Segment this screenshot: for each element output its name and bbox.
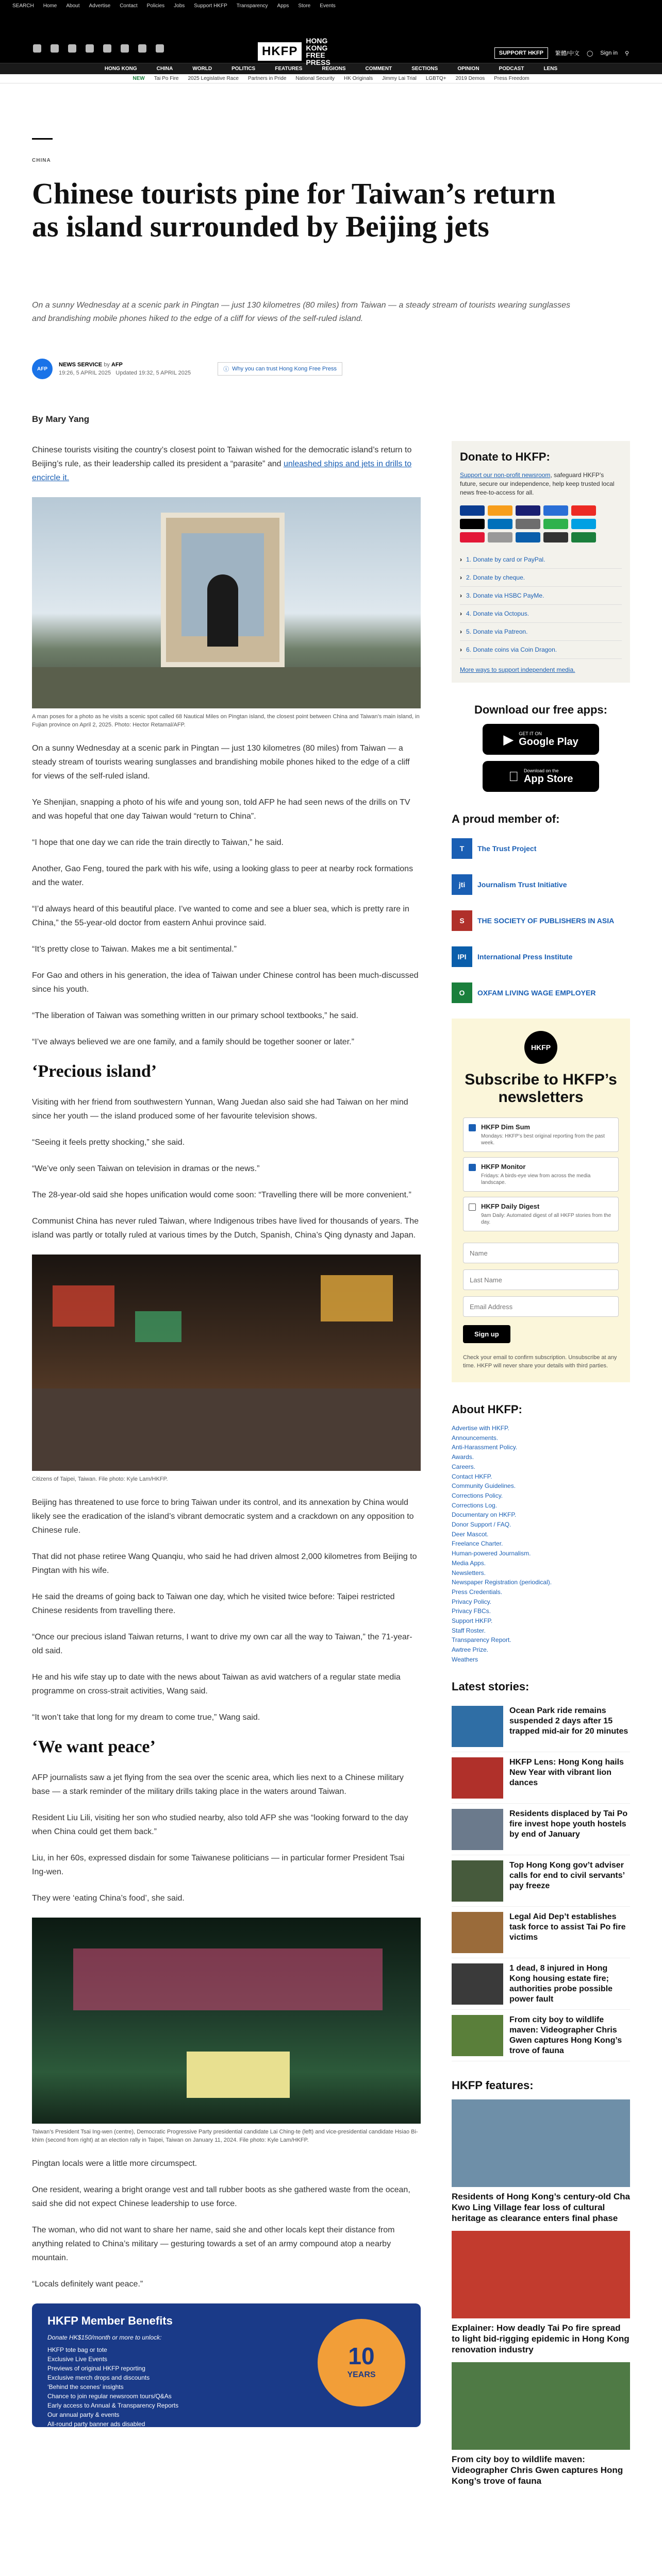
newsletter-option[interactable]: HKFP Dim Sum Mondays: HKFP’s best original reporting from the past week.	[463, 1117, 619, 1152]
paragraph: He said the dreams of going back to Taiwan one day, which he visited twice before: Taipei restricted Chinese residents from travelling there.	[32, 1592, 395, 1615]
photo-caption: A man poses for a photo as he visits a scenic spot called 68 Nautical Miles on Pingtan island, the closest point between China and Taiwan’s main island, in Fujian province on April 2, 2025. Photo: Hector Retamal/AFP.	[32, 714, 420, 728]
nav-features[interactable]: FEATURES	[275, 66, 303, 72]
paragraph: Chinese tourists visiting the country’s closest point to Taiwan wished for the democratic island’s return to Beijing’s rule, as their leadership called its president a “parasite” and unleashed ships and jets in drills to encircle it.	[32, 446, 412, 482]
trending-item[interactable]: LGBTQ+	[425, 76, 446, 81]
paragraph: Beijing has threatened to use force to bring Taiwan under its control, and its annexation by China would likely see the eradication of the island’s vibrant democratic system and a crackdown on any opposition to Chinese rule.	[32, 1498, 414, 1535]
promo-item: ‘Behind the scenes’ insights	[47, 2383, 124, 2391]
about-title: About HKFP:	[452, 1403, 522, 1416]
checkbox[interactable]	[469, 1124, 476, 1131]
payment-logo	[460, 519, 485, 529]
paragraph: Visiting with her friend from southwestern Yunnan, Wang Juedan also said she had Taiwan on her mind since her youth — the island produced some of her favourite television shows.	[32, 1098, 408, 1121]
about-link[interactable]: Privacy Policy.	[452, 1598, 492, 1605]
last-name-field[interactable]	[463, 1269, 619, 1290]
facebook-icon[interactable]	[33, 44, 41, 53]
brand-header	[0, 11, 662, 66]
payment-logo	[516, 505, 540, 516]
donate-text: , safeguard HKFP’s future, secure our independence, help keep trusted local news free-to-access for all.	[460, 471, 615, 496]
topbar-item-jobs[interactable]: Jobs	[174, 3, 185, 9]
paragraph: Liu, in her 60s, expressed disdain for some Taiwanese politicians — in particular former President Tsai Ing-wen.	[32, 1854, 405, 1876]
about-links	[452, 1423, 630, 1665]
newsletter-title: Subscribe to HKFP’s newsletters	[465, 1071, 617, 1106]
trending-item[interactable]: Partners in Pride	[247, 76, 287, 81]
donate-option[interactable]: › 1. Donate by card or PayPal.	[460, 551, 622, 569]
promo-item: Our annual party & events	[47, 2411, 120, 2418]
paragraph: “I hope that one day we can ride the train directly to Taiwan,” he said.	[32, 838, 284, 847]
nav-podcast[interactable]: PODCAST	[499, 66, 524, 72]
topbar-item-apps[interactable]: Apps	[277, 3, 289, 9]
paragraph: For Gao and others in his generation, the idea of Taiwan under Chinese control has been much-discussed since his youth.	[32, 971, 419, 994]
paragraph: They were ‘eating China’s food’, she said.	[32, 1894, 185, 1903]
story-title[interactable]: Top Hong Kong gov’t adviser calls for end to civil servants’ pay freeze	[509, 1860, 625, 1890]
checkbox[interactable]	[469, 1204, 476, 1211]
trending-item[interactable]: Tai Po Fire	[154, 76, 179, 81]
newsletter-signup	[452, 1019, 630, 1382]
nav-politics[interactable]: POLITICS	[231, 66, 256, 72]
donate-option[interactable]: › 6. Donate coins via Coin Dragon.	[460, 641, 622, 659]
linkedin-icon[interactable]	[156, 44, 164, 53]
promo-item: Exclusive Live Events	[47, 2355, 108, 2363]
latest-story[interactable]	[452, 1907, 630, 1958]
topbar-item-store[interactable]: Store	[298, 3, 311, 9]
story-thumbnail[interactable]	[452, 1963, 503, 2005]
about-link[interactable]: Press Credentials.	[452, 1588, 503, 1596]
nav-hong-kong[interactable]: HONG KONG	[104, 66, 137, 72]
feature-title[interactable]: Explainer: How deadly Tai Po fire spread to light bid-rigging epidemic in Hong Kong renovation industry	[452, 2323, 630, 2354]
badge-number: 10	[348, 2342, 375, 2369]
apps-title: Download our free apps:	[474, 703, 607, 716]
section-rule	[32, 138, 53, 140]
promo-title: HKFP Member Benefits	[47, 2314, 173, 2327]
apple-icon	[508, 769, 519, 785]
feature-card[interactable]	[452, 2231, 630, 2355]
first-name-field[interactable]	[463, 1243, 619, 1263]
about-link[interactable]: Awards.	[452, 1453, 474, 1461]
app-store-badge[interactable]: Download on the App Store	[483, 761, 599, 792]
google-play-badge[interactable]: ▶ GET IT ON Google Play	[483, 724, 599, 755]
paragraph: “I’d always heard of this beautiful place. I’ve wanted to come and see a bluer sea, which is pretty rare in China,” the 55-year-old doctor from eastern Anhui province said.	[32, 905, 409, 927]
chevron-right-icon: ›	[460, 556, 462, 563]
trending-item[interactable]: 2019 Demos	[455, 76, 485, 81]
about-link[interactable]: Support HKFP.	[452, 1617, 493, 1625]
about-link[interactable]: Newspaper Registration (periodical).	[452, 1579, 552, 1586]
language-switch[interactable]: 繁體/中文	[555, 50, 580, 57]
trust-badge[interactable]	[218, 362, 342, 376]
latest-story[interactable]	[452, 1752, 630, 1804]
photo-caption: Taiwan’s President Tsai Ing-wen (centre), Democratic Progressive Party presidential candidate Lai Ching-te (left) and vice-presidential candidate Hsiao Bi-khim (second from right) at an election rally in Taipei, Taiwan on January 11, 2024. File photo: Kyle Lam/HKFP.	[32, 2129, 418, 2143]
donate-option[interactable]: › 3. Donate via HSBC PayMe.	[460, 587, 622, 605]
about-link[interactable]: Corrections Log.	[452, 1501, 498, 1509]
about-section	[452, 1403, 630, 1665]
promo-item: Exclusive merch drops and discounts	[47, 2374, 150, 2381]
photo-caption: Citizens of Taipei, Taiwan. File photo: Kyle Lam/HKFP.	[32, 1476, 168, 1482]
about-link[interactable]: Donor Support / FAQ.	[452, 1521, 511, 1529]
about-link[interactable]: Anti-Harassment Policy.	[452, 1444, 518, 1451]
paragraph: “Once our precious island Taiwan returns, I want to drive my own car all the way to Taiwan,” the 71-year-old said.	[32, 1633, 412, 1655]
site-logo[interactable]	[258, 37, 347, 66]
topbar-item-transparency[interactable]: Transparency	[236, 3, 268, 9]
promo-item: All-round party banner ads disabled	[47, 2420, 145, 2428]
email-field[interactable]	[463, 1296, 619, 1317]
sign-in-link[interactable]: Sign in	[600, 50, 618, 56]
x-icon[interactable]	[51, 44, 59, 53]
photo-monument	[32, 497, 421, 708]
newsletter-option[interactable]: HKFP Monitor Fridays: A birds-eye view from across the media landscape.	[463, 1157, 619, 1192]
author-name: By Mary Yang	[32, 414, 90, 424]
support-newsroom-link[interactable]: Support our non-profit newsroom	[460, 471, 551, 479]
paragraph: On a sunny Wednesday at a scenic park in Pingtan — just 130 kilometres (80 miles) from Taiwan — a steady stream of tourists wearing sunglasses and brandishing mobile phones hiked to the edge of a cliff for views of the self-ruled island.	[32, 744, 410, 781]
nav-china[interactable]: CHINA	[156, 66, 173, 72]
topbar-item-events[interactable]: Events	[320, 3, 336, 9]
about-link[interactable]: Weathers	[452, 1655, 478, 1663]
payment-methods	[460, 505, 622, 543]
topbar-item-contact[interactable]: Contact	[120, 3, 138, 9]
topbar-item-policies[interactable]: Policies	[146, 3, 165, 9]
story-title[interactable]: Legal Aid Dep’t establishes task force to assist Tai Po fire victims	[509, 1912, 626, 1942]
chevron-right-icon: ›	[460, 628, 462, 635]
about-link[interactable]: Community Guidelines.	[452, 1482, 516, 1490]
sign-up-button[interactable]: Sign up	[463, 1325, 510, 1343]
paragraph: Ye Shenjian, snapping a photo of his wife and young son, told AFP he had seen news of the drills on TV and was hopeful that one day Taiwan would “return to China”.	[32, 798, 410, 821]
about-link[interactable]: Careers.	[452, 1463, 476, 1470]
about-link[interactable]: Transparency Report.	[452, 1636, 511, 1644]
payment-logo	[488, 519, 512, 529]
sopa-logo[interactable]: S THE SOCIETY OF PUBLISHERS IN ASIA	[452, 907, 630, 934]
about-link[interactable]: Deer Mascot.	[452, 1530, 489, 1538]
story-title[interactable]: From city boy to wildlife maven: Videographer Chris Gwen captures Hong Kong’s trove of fauna	[509, 2015, 622, 2055]
payment-logo	[516, 519, 540, 529]
chevron-right-icon: ›	[460, 646, 462, 653]
paragraph: He and his wife stay up to date with the news about Taiwan as avid watchers of a regular state media programme on cross-strait activities, Wang said.	[32, 1673, 401, 1696]
byline-agency[interactable]: AFP	[111, 362, 123, 368]
about-link[interactable]: Human-powered Journalism.	[452, 1550, 531, 1557]
feature-card[interactable]	[452, 2362, 630, 2486]
payment-logo	[571, 505, 596, 516]
chevron-right-icon: ›	[460, 574, 462, 581]
donate-title: Donate to HKFP:	[460, 450, 550, 463]
payment-logo	[571, 519, 596, 529]
trending-item[interactable]: HK Originals	[343, 76, 373, 81]
donate-box	[452, 441, 630, 683]
payment-logo	[543, 532, 568, 543]
subheading: ‘We want peace’	[32, 1737, 156, 1756]
story-thumbnail[interactable]	[452, 1912, 503, 1953]
newsletter-option[interactable]: HKFP Daily Digest 9am Daily: Automated digest of all HKFP stories from the day.	[463, 1197, 619, 1231]
byline-service: NEWS SERVICE	[59, 362, 103, 368]
trending-bar	[0, 74, 662, 83]
nav-opinion[interactable]: OPINION	[457, 66, 479, 72]
about-link[interactable]: Staff Roster.	[452, 1626, 486, 1634]
donate-option[interactable]: › 2. Donate by cheque.	[460, 569, 622, 587]
paragraph: One resident, wearing a bright orange vest and tall rubber boots as she gathered waste from the ocean, said she did not expect Chinese leadership to use force.	[32, 2185, 410, 2208]
promo-item: Chance to join regular newsroom tours/Q&As	[47, 2393, 172, 2400]
instagram-icon[interactable]	[68, 44, 76, 53]
article-headline: Chinese tourists pine for Taiwan’s return as island surrounded by Beijing jets	[32, 177, 556, 243]
support-hkfp-button[interactable]: SUPPORT HKFP	[494, 47, 548, 59]
avatar: AFP	[32, 359, 53, 379]
about-link[interactable]: Newsletters.	[452, 1569, 486, 1577]
topbar-item-home[interactable]: Home	[43, 3, 57, 9]
trending-item[interactable]: 2025 Legislative Race	[188, 76, 239, 81]
photo-taipei-street	[32, 1255, 421, 1471]
info-icon: ⓘ	[223, 366, 229, 372]
payment-logo	[488, 505, 512, 516]
story-title[interactable]: HKFP Lens: Hong Kong hails New Year with vibrant lion dances	[509, 1757, 624, 1787]
subheading: ‘Precious island’	[32, 1062, 157, 1081]
donate-option[interactable]: › 4. Donate via Octopus.	[460, 605, 622, 623]
feature-title[interactable]: Residents of Hong Kong’s century-old Cha Kwo Ling Village fear loss of cultural heritage as clearance enters final phase	[452, 2191, 630, 2223]
features-title: HKFP features:	[452, 2078, 534, 2092]
about-link[interactable]: Freelance Charter.	[452, 1540, 503, 1548]
paragraph: “We’ve only seen Taiwan on television in dramas or the news.”	[32, 1164, 260, 1173]
paragraph: Another, Gao Feng, toured the park with his wife, using a looking glass to peer at nearby rock formations and the water.	[32, 865, 413, 887]
payment-logo	[571, 532, 596, 543]
byline: AFP NEWS SERVICE by AFP 19:26, 5 APRIL 2025 Updated 19:32, 5 APRIL 2025 ⓘ Why you can trust Hong Kong Free Press	[32, 359, 496, 379]
latest-story[interactable]	[452, 1855, 630, 1907]
membership-section	[452, 812, 630, 1006]
paragraph: “It won’t take that long for my dream to come true,” Wang said.	[32, 1713, 260, 1722]
user-icon[interactable]: ◯	[586, 50, 593, 57]
payment-logo	[488, 532, 512, 543]
about-link[interactable]: Announcements.	[452, 1434, 499, 1442]
section-label[interactable]: CHINA	[32, 158, 51, 163]
paragraph: The woman, who did not want to share her name, said she and other locals kept their distance from anything related to China’s military — gesturing towards a set of an army compound atop a nearby mountain.	[32, 2226, 395, 2262]
topbar-item-about[interactable]: About	[66, 3, 80, 9]
story-title[interactable]: 1 dead, 8 injured in Hong Kong housing estate fire; authorities probe possible power fault	[509, 1963, 613, 2004]
promo-item: HKFP tote bag or tote	[47, 2346, 107, 2353]
topbar-item-search[interactable]: SEARCH	[12, 3, 34, 9]
latest-title: Latest stories:	[452, 1680, 529, 1693]
feature-image[interactable]	[452, 2362, 630, 2450]
payment-logo	[460, 532, 485, 543]
badge-text: YEARS	[347, 2370, 376, 2379]
story-thumbnail[interactable]	[452, 2015, 503, 2056]
trust-badge-label: Why you can trust Hong Kong Free Press	[232, 366, 337, 372]
apps-section	[452, 703, 630, 792]
member-benefits-promo[interactable]	[32, 2303, 421, 2427]
member-title: A proud member of:	[452, 812, 560, 825]
about-link[interactable]: Corrections Policy.	[452, 1492, 503, 1499]
trending-label: NEW	[133, 76, 145, 81]
bluesky-icon[interactable]	[121, 44, 129, 53]
paragraph: The 28-year-old said she hopes unification would come soon: “Travelling there will be more convenient.”	[32, 1191, 411, 1199]
latest-stories	[452, 1680, 630, 2061]
nav-comment[interactable]: COMMENT	[365, 66, 392, 72]
paragraph: Resident Liu Lili, visiting her son who studied nearby, also told AFP she was “looking forward to the day when China could get them back.”	[32, 1814, 408, 1836]
paragraph: “I’ve always believed we are one family, and a family should be together sooner or later.”	[32, 1038, 354, 1046]
nav-lens[interactable]: LENS	[543, 66, 558, 72]
promo-item: Early access to Annual & Transparency Reports	[47, 2402, 179, 2409]
latest-story[interactable]	[452, 1804, 630, 1855]
nav-world[interactable]: WORLD	[192, 66, 212, 72]
ipi-logo[interactable]: IPI International Press Institute	[452, 943, 630, 970]
trending-item[interactable]: Jimmy Lai Trial	[382, 76, 417, 81]
youtube-icon[interactable]	[86, 44, 94, 53]
chevron-right-icon: ›	[460, 610, 462, 617]
top-utility-bar	[0, 0, 662, 11]
jti-logo[interactable]: jti Journalism Trust Initiative	[452, 871, 630, 898]
newsletter-logo: HKFP	[524, 1031, 557, 1064]
about-link[interactable]: Media Apps.	[452, 1559, 486, 1567]
topbar-item-support[interactable]: Support HKFP	[194, 3, 227, 9]
story-title[interactable]: Ocean Park ride remains suspended 2 days after 15 trapped mid-air for 20 minutes	[509, 1706, 628, 1736]
paragraph: Communist China has never ruled Taiwan, where Indigenous tribes have lived for thousands of years. The island was partly or totally ruled at various times by the Dutch, Spanish, China’s Qing dynasty and Japan.	[32, 1217, 419, 1240]
trust-project-logo[interactable]: T The Trust Project	[452, 835, 630, 862]
play-icon: ▶	[503, 731, 514, 747]
promo-subtitle: Donate HK$150/month or more to unlock:	[47, 2334, 162, 2341]
anniversary-badge	[318, 2319, 405, 2406]
payment-logo	[516, 532, 540, 543]
trending-item[interactable]: National Security	[295, 76, 335, 81]
social-links	[33, 44, 164, 53]
payment-logo	[460, 505, 485, 516]
logo-text: HONG KONG FREE PRESS	[306, 37, 330, 66]
about-link[interactable]: Documentary on HKFP.	[452, 1511, 517, 1519]
oxfam-logo[interactable]: O OXFAM LIVING WAGE EMPLOYER	[452, 979, 630, 1006]
trending-item[interactable]: Press Freedom	[494, 76, 529, 81]
paragraph: That did not phase retiree Wang Quanqiu, who said he had driven almost 2,000 kilometres from Beijing to Pingtan with his wife.	[32, 1552, 417, 1575]
about-link[interactable]: Privacy FBCs.	[452, 1607, 491, 1615]
about-link[interactable]: Awtree Prize.	[452, 1646, 489, 1654]
threads-icon[interactable]	[103, 44, 111, 53]
paragraph: “Locals definitely want peace.”	[32, 2280, 143, 2289]
story-thumbnail[interactable]	[452, 1757, 503, 1799]
about-link[interactable]: Contact HKFP.	[452, 1472, 492, 1480]
article-dek: On a sunny Wednesday at a scenic park in Pingtan — just 130 kilometres (80 miles) from Taiwan — a steady stream of tourists wearing sunglasses and brandishing mobile phones hiked to the edge of a cliff for views of the self-ruled island.	[32, 301, 571, 323]
published-time: 19:26, 5 APRIL 2025	[59, 370, 111, 376]
latest-story[interactable]	[452, 1958, 630, 2010]
logo-mark: HKFP	[258, 42, 302, 61]
article-body	[32, 443, 421, 2427]
drills-link[interactable]: unleashed ships and jets in drills to encircle it.	[32, 460, 412, 482]
chevron-right-icon: ›	[460, 592, 462, 599]
payment-logo	[543, 505, 568, 516]
feature-image[interactable]	[452, 2231, 630, 2318]
checkbox[interactable]	[469, 1164, 476, 1171]
more-ways-link[interactable]: More ways to support independent media.	[460, 666, 575, 673]
latest-story[interactable]	[452, 1701, 630, 1752]
feature-card[interactable]	[452, 2099, 630, 2224]
story-thumbnail[interactable]	[452, 1860, 503, 1902]
paragraph: AFP journalists saw a jet flying from the sea over the scenic area, which lies next to a Chinese military base — a stark reminder of the military drills taking place in the waters around Taiwan.	[32, 1773, 404, 1796]
newsletter-note: Check your email to confirm subscription. Unsubscribe at any time. HKFP will never share your details with third parties.	[463, 1354, 617, 1369]
paragraph: “It’s pretty close to Taiwan. Makes me a bit sentimental.”	[32, 945, 237, 954]
features-section	[452, 2079, 630, 2486]
story-title[interactable]: Residents displaced by Tai Po fire invest hope youth hostels by end of January	[509, 1809, 628, 1839]
search-icon[interactable]: ⚲	[624, 50, 629, 57]
story-thumbnail[interactable]	[452, 1706, 503, 1747]
donate-option[interactable]: › 5. Donate via Patreon.	[460, 623, 622, 641]
photo-election-rally	[32, 1918, 421, 2124]
updated-time: Updated 19:32, 5 APRIL 2025	[115, 370, 191, 376]
feature-title[interactable]: From city boy to wildlife maven: Videographer Chris Gwen captures Hong Kong’s trove of fauna	[452, 2454, 623, 2486]
about-link[interactable]: Advertise with HKFP.	[452, 1425, 509, 1432]
nav-sections[interactable]: SECTIONS	[411, 66, 438, 72]
feature-image[interactable]	[452, 2099, 630, 2187]
telegram-icon[interactable]	[138, 44, 146, 53]
payment-logo	[543, 519, 568, 529]
paragraph: “Seeing it feels pretty shocking,” she said.	[32, 1138, 185, 1147]
promo-item: Previews of original HKFP reporting	[47, 2365, 145, 2372]
story-thumbnail[interactable]	[452, 1809, 503, 1850]
latest-story[interactable]	[452, 2010, 630, 2061]
paragraph: “The liberation of Taiwan was something written in our primary school textbooks,” he said.	[32, 1011, 358, 1020]
paragraph: Pingtan locals were a little more circumspect.	[32, 2159, 197, 2168]
topbar-item-advertise[interactable]: Advertise	[89, 3, 111, 9]
sidebar	[452, 441, 630, 2494]
nav-regions[interactable]: REGIONS	[322, 66, 346, 72]
